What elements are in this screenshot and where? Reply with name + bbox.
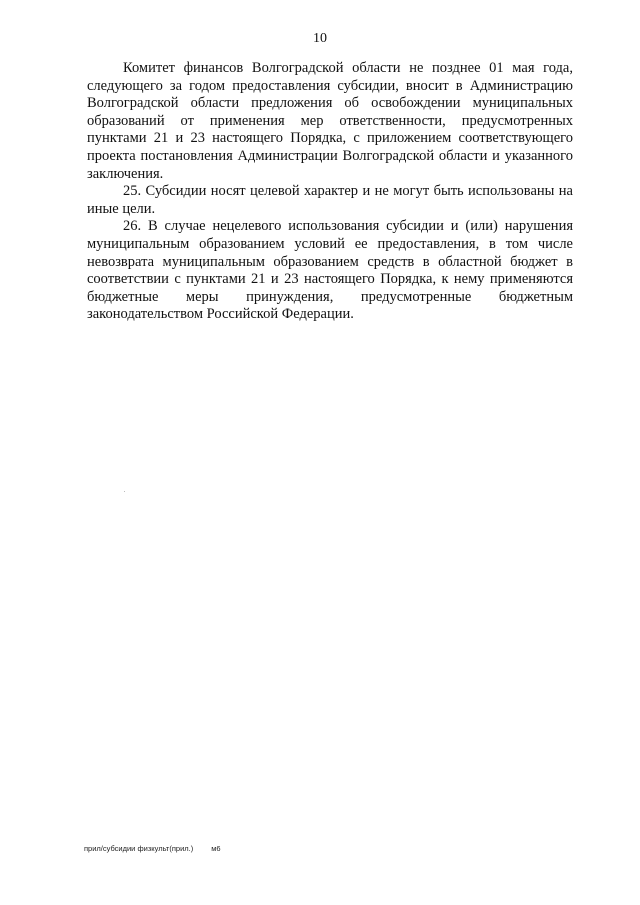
- footer-code: м6: [211, 844, 221, 853]
- paragraph-committee-proposal: Комитет финансов Волгоградской области не позднее 01 мая года, следующего за годом предоставления субсидии, вносит в Администрацию Волгоградской области предложения об освобождении муниципальных образований от применения мер ответственности, предусмотренных пунктами 21 и 23 настоящего Порядка, с приложением соответствующего проекта постановления Администрации Волгоградской области и указанного заключения.: [87, 60, 573, 182]
- paragraph-25: 25. Субсидии носят целевой характер и не могут быть использованы на иные цели.: [87, 183, 573, 217]
- scan-speck: [124, 491, 125, 492]
- paragraph-26: 26. В случае нецелевого использования субсидии и (или) нарушения муниципальным образованием условий ее предоставления, в том числе невозврата муниципальным образованием средств в областной бюджет в соответствии с пунктами 21 и 23 настоящего Порядка, к нему применяются бюджетные меры принуждения, предусмотренные бюджетным законодательством Российской Федерации.: [87, 218, 573, 323]
- footer-note: [84, 844, 221, 854]
- footer-file-path: прил/субсидии физкульт(прил.): [84, 844, 194, 853]
- page-number: 10: [313, 31, 327, 46]
- document-body: [87, 60, 573, 324]
